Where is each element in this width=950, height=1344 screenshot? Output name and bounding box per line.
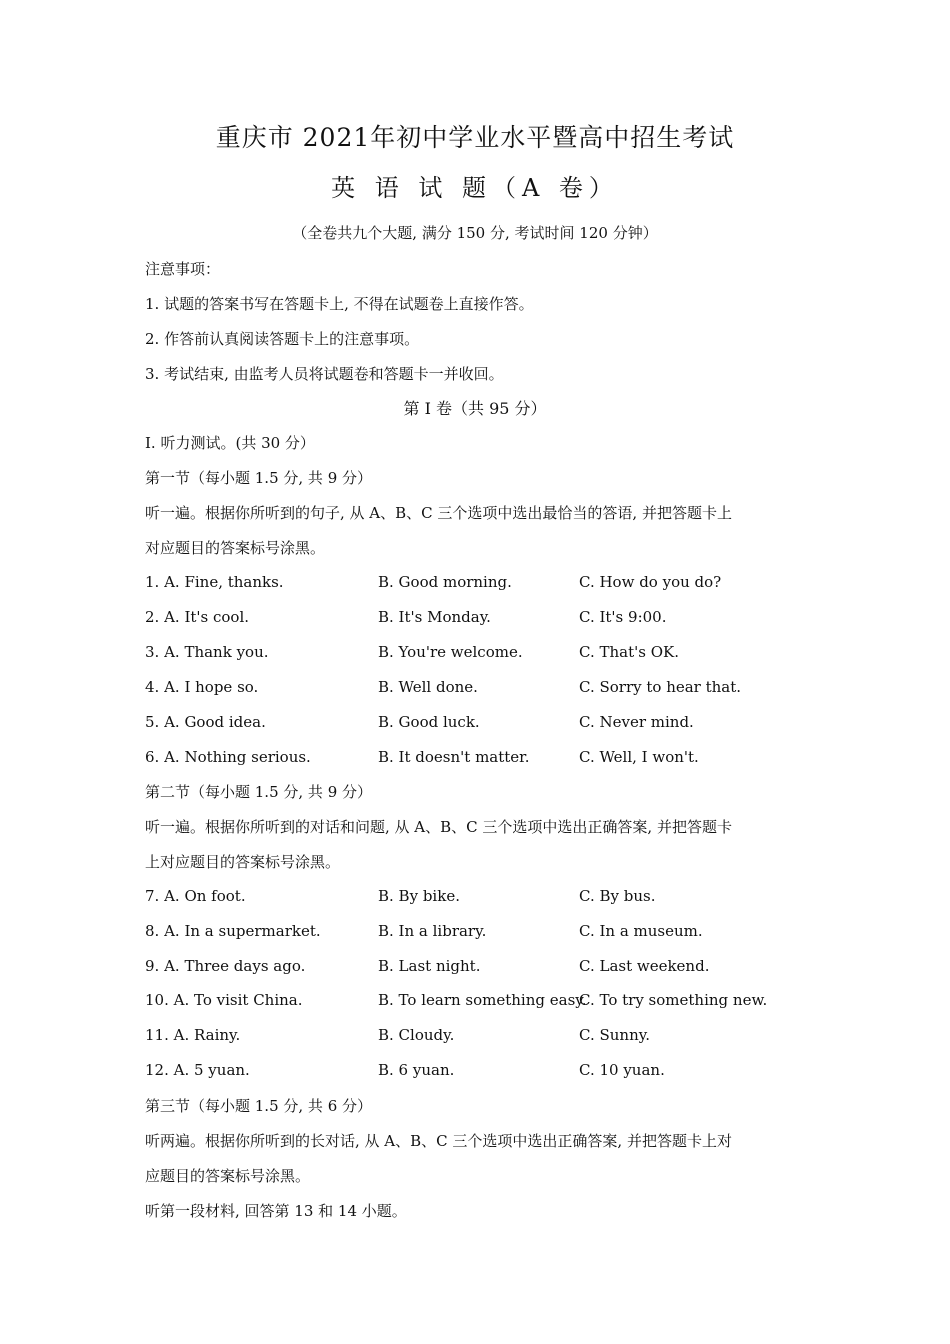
option-a: 9. A. Three days ago.: [145, 957, 306, 975]
option-a: 1. A. Fine, thanks.: [145, 573, 284, 591]
exam-subject-title: 英 语 试 题（A 卷）: [331, 174, 619, 202]
option-c: C. Sorry to hear that.: [579, 678, 742, 696]
instruction-text: 对应题目的答案标号涂黑。: [145, 539, 326, 557]
question-row: [145, 678, 825, 700]
option-b: B. 6 yuan.: [378, 1061, 455, 1079]
exam-title: 重庆市 2021年初中学业水平暨高中招生考试: [215, 123, 735, 152]
option-c: C. Well, I won't.: [579, 748, 699, 766]
instruction-text: 听一遍。根据你所听到的句子, 从 A、B、C 三个选项中选出最恰当的答语, 并把答题卡上: [145, 504, 732, 522]
option-b: B. It's Monday.: [378, 608, 491, 626]
question-row: [145, 922, 825, 944]
note-item: 1. 试题的答案书写在答题卡上, 不得在试题卷上直接作答。: [145, 295, 534, 313]
question-row: [145, 991, 825, 1013]
option-b: B. In a library.: [378, 922, 487, 940]
option-a: 10. A. To visit China.: [145, 991, 303, 1009]
instruction-text: 上对应题目的答案标号涂黑。: [145, 853, 341, 871]
option-a: 12. A. 5 yuan.: [145, 1061, 250, 1079]
instruction-text: 听一遍。根据你所听到的对话和问题, 从 A、B、C 三个选项中选出正确答案, 并把答题卡: [145, 818, 732, 836]
section-title: I. 听力测试。(共 30 分）: [145, 434, 315, 452]
option-a: 7. A. On foot.: [145, 887, 246, 905]
note-item: 2. 作答前认真阅读答题卡上的注意事项。: [145, 330, 420, 348]
option-a: 5. A. Good idea.: [145, 713, 266, 731]
subsection-title: 第一节（每小题 1.5 分, 共 9 分）: [145, 469, 373, 487]
option-b: B. Good luck.: [378, 713, 480, 731]
option-c: C. Last weekend.: [579, 957, 710, 975]
instruction-text: 应题目的答案标号涂黑。: [145, 1167, 311, 1185]
option-a: 4. A. I hope so.: [145, 678, 259, 696]
question-row: [145, 1026, 825, 1048]
note-item: 3. 考试结束, 由监考人员将试题卷和答题卡一并收回。: [145, 365, 504, 383]
question-row: [145, 887, 825, 909]
option-c: C. Sunny.: [579, 1026, 650, 1044]
question-row: [145, 608, 825, 630]
option-c: C. To try something new.: [579, 991, 768, 1009]
option-c: C. How do you do?: [579, 573, 722, 591]
option-c: C. In a museum.: [579, 922, 703, 940]
option-b: B. By bike.: [378, 887, 460, 905]
question-row: [145, 748, 825, 770]
option-c: C. That's OK.: [579, 643, 679, 661]
option-a: 3. A. Thank you.: [145, 643, 269, 661]
option-b: B. You're welcome.: [378, 643, 523, 661]
option-a: 8. A. In a supermarket.: [145, 922, 321, 940]
question-row: [145, 643, 825, 665]
part-heading: 第 I 卷（共 95 分）: [403, 399, 547, 418]
option-c: C. It's 9:00.: [579, 608, 667, 626]
subsection-title: 第二节（每小题 1.5 分, 共 9 分）: [145, 783, 373, 801]
option-b: B. Well done.: [378, 678, 478, 696]
option-c: C. 10 yuan.: [579, 1061, 665, 1079]
option-a: 2. A. It's cool.: [145, 608, 250, 626]
question-row: [145, 957, 825, 979]
listening-material-note: 听第一段材料, 回答第 13 和 14 小题。: [145, 1202, 407, 1220]
option-c: C. Never mind.: [579, 713, 694, 731]
instruction-text: 听两遍。根据你所听到的长对话, 从 A、B、C 三个选项中选出正确答案, 并把答题卡上对: [145, 1132, 732, 1150]
exam-info: （全卷共九个大题, 满分 150 分, 考试时间 120 分钟）: [292, 224, 658, 242]
question-row: [145, 713, 825, 735]
option-b: B. To learn something easy.: [378, 991, 587, 1009]
question-row: [145, 573, 825, 595]
option-b: B. It doesn't matter.: [378, 748, 530, 766]
option-a: 6. A. Nothing serious.: [145, 748, 311, 766]
subsection-title: 第三节（每小题 1.5 分, 共 6 分）: [145, 1097, 373, 1115]
option-c: C. By bus.: [579, 887, 656, 905]
option-b: B. Good morning.: [378, 573, 512, 591]
option-a: 11. A. Rainy.: [145, 1026, 241, 1044]
option-b: B. Last night.: [378, 957, 481, 975]
option-b: B. Cloudy.: [378, 1026, 455, 1044]
question-row: [145, 1061, 825, 1083]
notes-heading: 注意事项：: [145, 260, 221, 278]
